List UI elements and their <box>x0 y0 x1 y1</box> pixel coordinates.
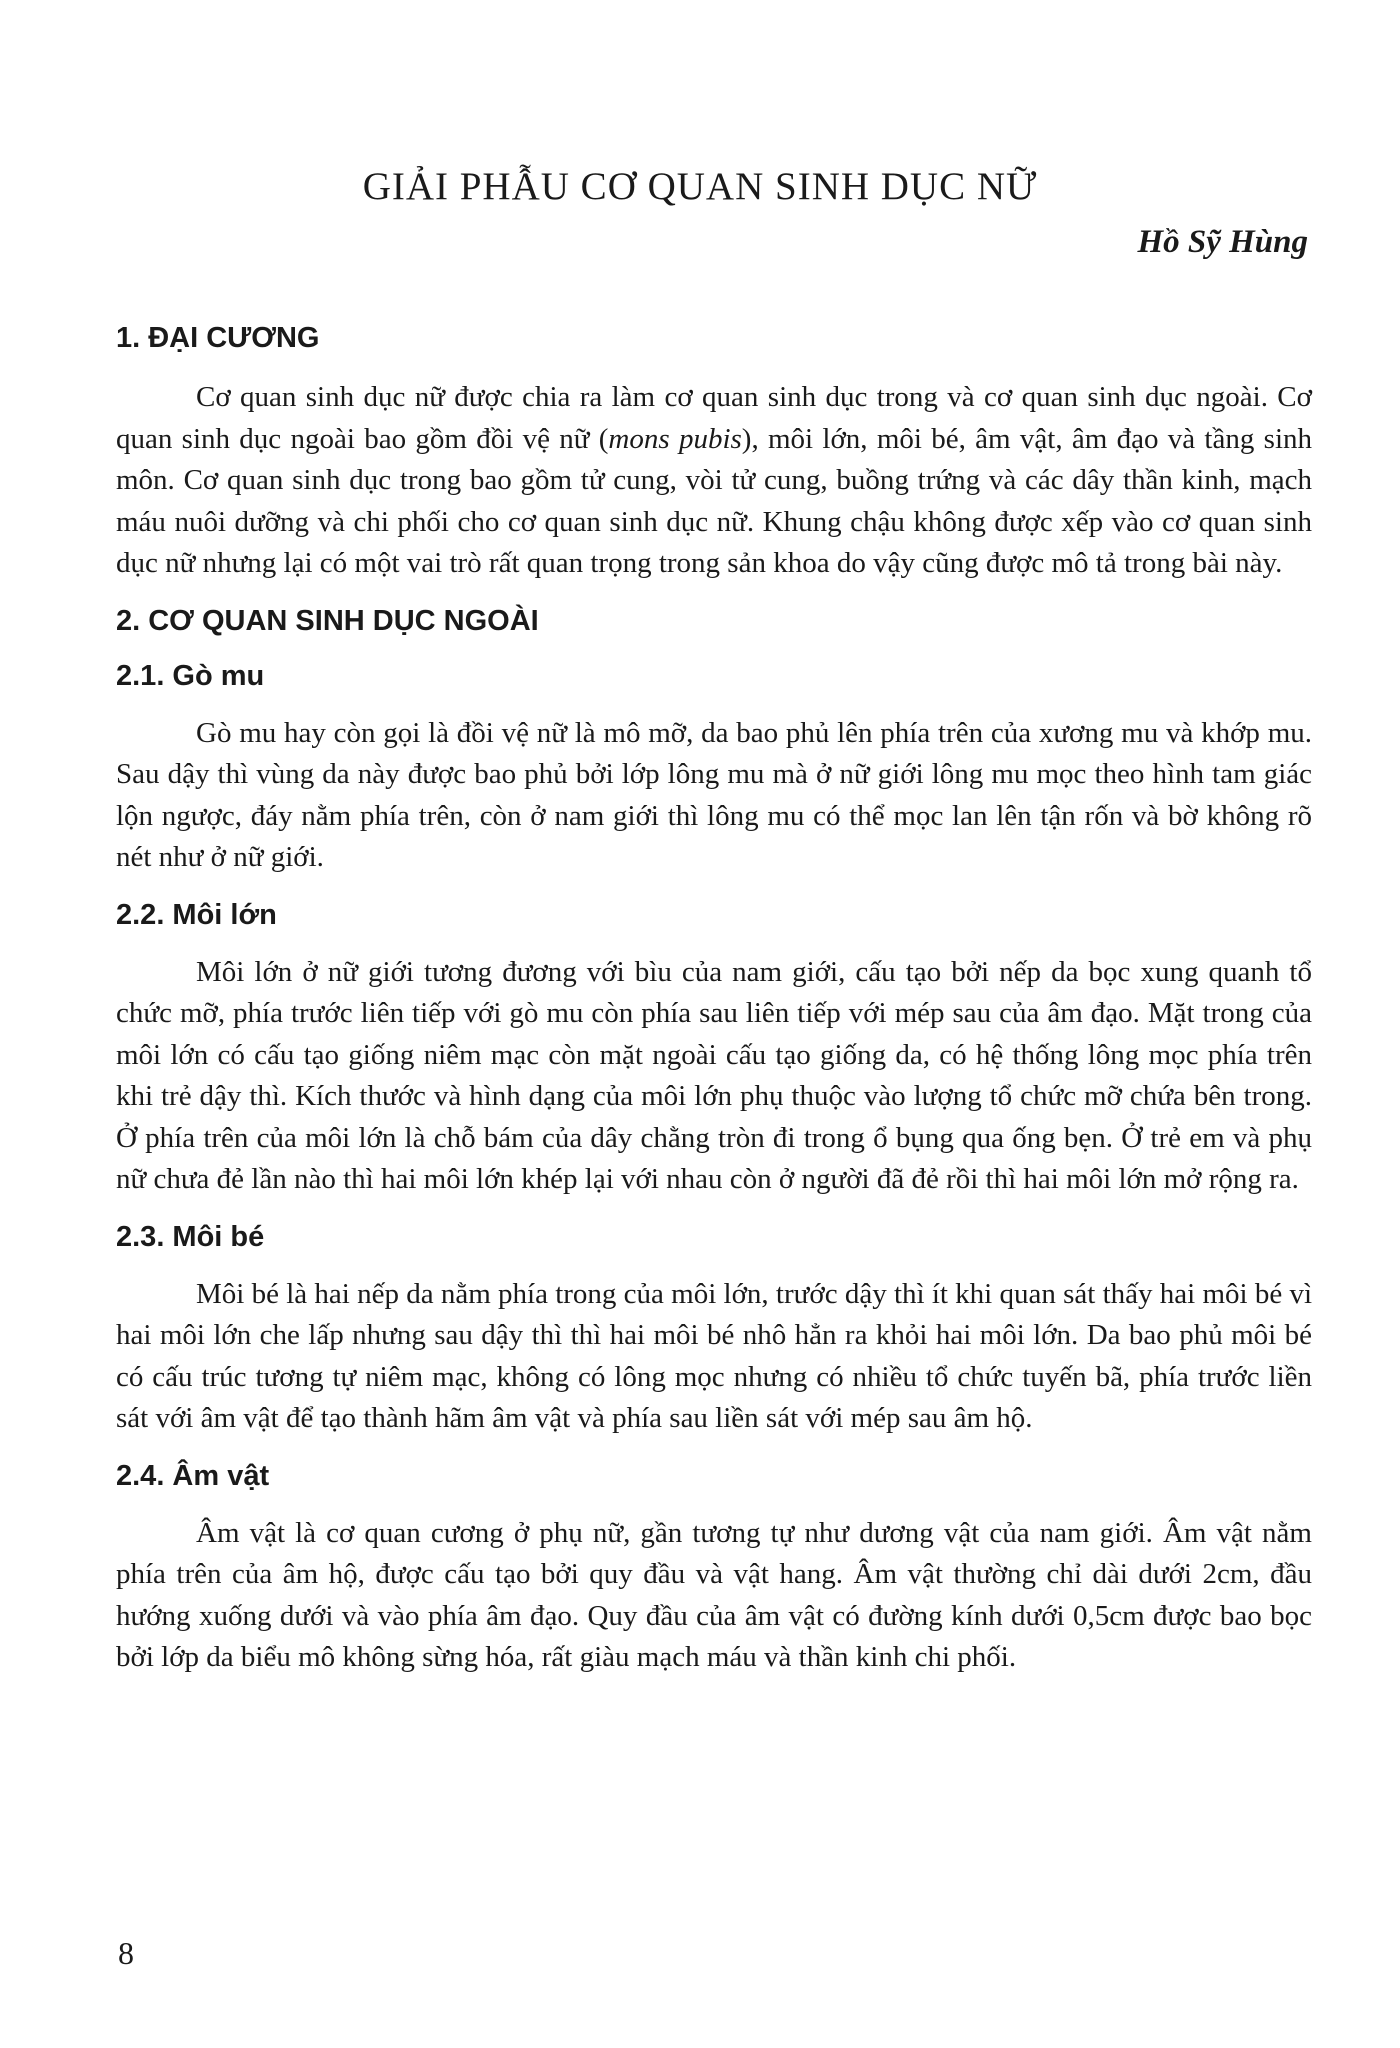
page-title: GIẢI PHẪU CƠ QUAN SINH DỤC NỮ <box>362 165 1038 208</box>
section-1-paragraph: Cơ quan sinh dục nữ được chia ra làm cơ quan sinh dục trong và cơ quan sinh dục ngoài. Cơ quan sinh dục ngoài bao gồm đồi vệ nữ (mons pubis), môi lớn, môi bé, âm vật, âm đạo và tầng sinh môn. Cơ quan sinh dục trong bao gồm tử cung, vòi tử cung, buồng trứng và các dây thần kinh, mạch máu nuôi dưỡng và chi phối cho cơ quan sinh dục nữ. Khung chậu không được xếp vào cơ quan sinh dục nữ nhưng lại có một vai trò rất quan trọng trong sản khoa do vậy cũng được mô tả trong bài này. <box>116 381 1313 579</box>
subsection-heading-2-1: 2.1. Gò mu <box>116 659 265 692</box>
latin-term: mons pubis <box>608 422 742 455</box>
section-heading-1: 1. ĐẠI CƯƠNG <box>116 322 320 354</box>
page-number: 8 <box>118 1935 134 1971</box>
subsection-heading-2-4: 2.4. Âm vật <box>116 1459 270 1492</box>
author-name: Hồ Sỹ Hùng <box>1137 224 1308 260</box>
subsection-2-1-paragraph: Gò mu hay còn gọi là đồi vệ nữ là mô mỡ, da bao phủ lên phía trên của xương mu và khớp mu. Sau dậy thì vùng da này được bao phủ bởi lớp lông mu mà ở nữ giới lông mu mọc theo hình tam giác lộn ngược, đáy nằm phía trên, còn ở nam giới thì lông mu có thể mọc lan lên tận rốn và bờ không rõ nét như ở nữ giới. <box>116 716 1312 873</box>
document-body <box>116 322 1312 1679</box>
subsection-heading-2-3: 2.3. Môi bé <box>116 1220 265 1253</box>
subsection-heading-2-2: 2.2. Môi lớn <box>116 898 277 931</box>
subsection-2-2-paragraph: Môi lớn ở nữ giới tương đương với bìu của nam giới, cấu tạo bởi nếp da bọc xung quanh tổ chức mỡ, phía trước liên tiếp với gò mu còn phía sau liên tiếp với mép sau của âm đạo. Mặt trong của môi lớn có cấu tạo giống niêm mạc còn mặt ngoài cấu tạo giống da, có hệ thống lông mọc phía trên khi trẻ dậy thì. Kích thước và hình dạng của môi lớn phụ thuộc vào lượng tổ chức mỡ chứa bên trong. Ở phía trên của môi lớn là chỗ bám của dây chằng tròn đi trong ổ bụng qua ống bẹn. Ở trẻ em và phụ nữ chưa đẻ lần nào thì hai môi lớn khép lại với nhau còn ở người đã đẻ rồi thì hai môi lớn mở rộng ra. <box>116 955 1312 1195</box>
section-heading-2: 2. CƠ QUAN SINH DỤC NGOÀI <box>116 604 539 637</box>
subsection-2-3-paragraph: Môi bé là hai nếp da nằm phía trong của môi lớn, trước dậy thì ít khi quan sát thấy hai môi bé vì hai môi lớn che lấp nhưng sau dậy thì thì hai môi bé nhô hẳn ra khỏi hai môi lớn. Da bao phủ môi bé có cấu trúc tương tự niêm mạc, không có lông mọc nhưng có nhiều tổ chức tuyến bã, phía trước liền sát với âm vật để tạo thành hãm âm vật và phía sau liền sát với mép sau âm hộ. <box>116 1277 1312 1434</box>
subsection-2-4-paragraph: Âm vật là cơ quan cương ở phụ nữ, gần tương tự như dương vật của nam giới. Âm vật nằm phía trên của âm hộ, được cấu tạo bởi quy đầu và vật hang. Âm vật thường chỉ dài dưới 2cm, đầu hướng xuống dưới và vào phía âm đạo. Quy đầu của âm vật có đường kính dưới 0,5cm được bao bọc bởi lớp da biểu mô không sừng hóa, rất giàu mạch máu và thần kinh chi phối. <box>116 1516 1312 1673</box>
